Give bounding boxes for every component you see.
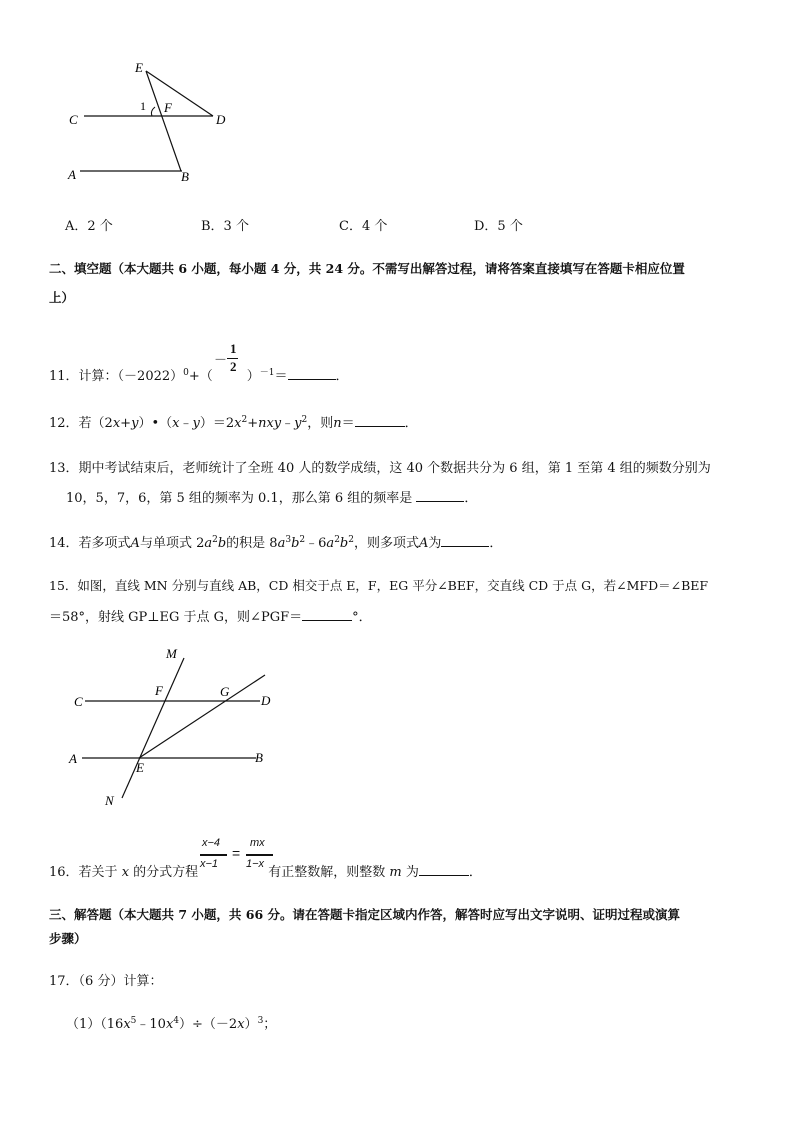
- q12-minus2: ﹣: [281, 416, 295, 431]
- q16-x: x: [121, 865, 130, 880]
- q10-option-d: D．5 个: [474, 219, 523, 234]
- figure-2-diagram: [60, 640, 290, 810]
- q12-y3: y: [294, 416, 302, 431]
- q14-minus: ﹣6: [305, 536, 327, 551]
- label-b: B: [181, 169, 189, 184]
- q11-fraction: [214, 342, 240, 376]
- q12-y1: y: [131, 416, 139, 431]
- q17-minus: ﹣10: [136, 1017, 166, 1032]
- label-e: E: [135, 60, 143, 75]
- q11-base: （－2022）: [117, 369, 184, 384]
- section-3-heading-line1: 三、解答题（本大题共 7 小题，共 66 分。请在答题卡指定区域内作答，解答时应写出文字说明、证明过程或演算: [49, 907, 681, 922]
- question-13-line1: 13．期中考试结束后，老师统计了全班 40 人的数学成绩，这 40 个数据共分为 6 组，第 1 至第 4 组的频数分别为: [49, 461, 711, 476]
- q16-mid: 的分式方程: [133, 865, 199, 880]
- q12-mid: ）•（: [138, 416, 173, 431]
- q14-a3: a: [326, 536, 335, 551]
- q11-exp1: －1: [259, 368, 275, 378]
- q14-a1: a: [204, 536, 213, 551]
- q17-exp3: 3: [257, 1016, 264, 1026]
- q12-n: n: [258, 416, 267, 431]
- label-e: E: [136, 760, 144, 775]
- q11-exp0: 0: [183, 368, 189, 378]
- q11-equals: ＝: [274, 369, 288, 384]
- section-2-heading-line2: 上）: [49, 290, 75, 305]
- question-15-line2: [49, 606, 372, 625]
- q14-pre: 14．若多项式: [49, 536, 131, 551]
- q14-then: ，则多项式: [353, 536, 419, 551]
- line-ed: [146, 71, 213, 116]
- q11-plus: +（: [188, 369, 213, 384]
- q14-exp5: 2: [348, 535, 354, 545]
- q11-number: 11．计算：: [49, 369, 118, 384]
- q10-option-a: A．2 个: [65, 219, 113, 234]
- q16-end: ．: [468, 865, 482, 880]
- q12-exp1: 2: [241, 415, 248, 425]
- q11-answer-blank[interactable]: [288, 367, 336, 380]
- label-b: B: [255, 750, 263, 765]
- label-d: D: [261, 693, 271, 708]
- q14-exp3: 2: [299, 535, 306, 545]
- label-1: 1: [140, 99, 146, 113]
- label-d: D: [216, 112, 226, 127]
- question-14: [49, 532, 502, 551]
- question-17-part-1: [66, 1013, 276, 1032]
- q12-eq2: ＝: [341, 416, 355, 431]
- q13-end: ．: [464, 491, 478, 506]
- section-3-heading-line2: 步骤）: [49, 931, 87, 946]
- label-f: F: [164, 100, 172, 115]
- q15-end: °．: [352, 610, 372, 625]
- question-11: [49, 365, 349, 384]
- q17-x1: x: [123, 1017, 131, 1032]
- q13-answer-blank[interactable]: [416, 489, 464, 502]
- label-n: N: [105, 793, 114, 808]
- q14-prod: 的积是 8: [226, 536, 278, 551]
- q16-m: m: [389, 865, 402, 880]
- q12-y2: y: [192, 416, 200, 431]
- q12-plus2: +: [247, 416, 259, 431]
- q17-x2: x: [165, 1017, 174, 1032]
- q17-pre: （1）（16: [66, 1017, 124, 1032]
- question-17-title: 17．（6 分）计算：: [49, 974, 163, 989]
- q12-x1: x: [112, 416, 121, 431]
- section-2-heading-line1: 二、填空题（本大题共 6 小题，每小题 4 分，共 24 分。不需写出解答过程，请将答案直接填写在答题卡相应位置: [49, 261, 685, 276]
- line-mn: [122, 658, 184, 798]
- q16-right-numerator: mx: [250, 837, 265, 849]
- q11-frac-minus: －: [214, 352, 228, 367]
- q16-is: 为: [405, 865, 419, 880]
- q14-b1: b: [217, 536, 227, 551]
- q14-exp1: 2: [212, 535, 218, 545]
- question-12: [49, 412, 418, 431]
- q12-plus: +: [120, 416, 132, 431]
- q11-frac-num: 1: [230, 341, 237, 356]
- q17-close: ）: [244, 1017, 258, 1032]
- q16-left-denominator: x−1: [200, 858, 219, 870]
- q14-a-again: A: [419, 536, 429, 551]
- q10-option-c: C．4 个: [339, 219, 388, 234]
- q14-mid: 与单项式 2: [139, 536, 205, 551]
- q17-exp1: 5: [130, 1016, 137, 1026]
- q16-equation: [200, 836, 274, 876]
- q16-right-bar: [246, 854, 273, 856]
- q12-exp2: 2: [301, 415, 308, 425]
- q16-answer-blank[interactable]: [419, 863, 469, 876]
- q17-end: ；: [263, 1017, 277, 1032]
- q11-frac-den: 2: [230, 359, 237, 374]
- q15-answer-blank[interactable]: [302, 608, 352, 621]
- q14-answer-blank[interactable]: [441, 534, 489, 547]
- question-15-line1: 15．如图，直线 MN 分别与直线 AB，CD 相交于点 E，F，EG 平分∠BEF，交直线 CD 于点 G，若∠MFD＝∠BEF: [49, 578, 709, 593]
- q12-eq: ）＝2: [199, 416, 235, 431]
- q12-n2: n: [333, 416, 342, 431]
- label-c: C: [69, 112, 78, 127]
- q11-close: ）: [246, 369, 260, 384]
- line-eb: [146, 71, 181, 171]
- q11-end: ．: [335, 369, 349, 384]
- angle-1-arc: [151, 107, 155, 116]
- q17-x3: x: [237, 1017, 245, 1032]
- question-13-line2: [66, 487, 477, 506]
- q16-post: 有正整数解，则整数: [268, 865, 386, 880]
- q10-option-b: B．3 个: [201, 219, 249, 234]
- q12-end: ．: [404, 416, 418, 431]
- label-g: G: [220, 684, 230, 699]
- q12-xy: xy: [266, 416, 282, 431]
- label-a: A: [68, 167, 76, 182]
- q14-end: ．: [489, 536, 503, 551]
- q14-a2: a: [277, 536, 286, 551]
- q12-answer-blank[interactable]: [355, 414, 405, 427]
- label-f: F: [155, 683, 163, 698]
- q13-line2-text: 10，5，7，6，第 5 组的频率为 0.1，那么第 6 组的频率是: [66, 491, 413, 506]
- q17-div: ）÷（－2: [179, 1017, 238, 1032]
- q12-x3: x: [234, 416, 242, 431]
- q17-exp2: 4: [173, 1016, 180, 1026]
- label-c: C: [74, 694, 83, 709]
- q12-pre: 12．若（2: [49, 416, 113, 431]
- q12-minus: ﹣: [179, 416, 193, 431]
- q14-b3: b: [339, 536, 349, 551]
- q16-equals: =: [232, 845, 241, 861]
- q14-exp4: 2: [334, 535, 340, 545]
- q16-right-denominator: 1−x: [246, 858, 265, 870]
- figure-1-diagram: [60, 55, 240, 190]
- q14-a: A: [130, 536, 140, 551]
- q14-exp2: 3: [285, 535, 292, 545]
- label-m: M: [166, 646, 177, 661]
- q16-left-bar: [200, 854, 227, 856]
- q14-is: 为: [428, 536, 442, 551]
- q16-left-numerator: x−4: [202, 837, 221, 849]
- q15-line2-text: ＝58°，射线 GP⊥EG 于点 G，则∠PGF＝: [49, 610, 303, 625]
- q12-x2: x: [172, 416, 180, 431]
- q14-b2: b: [291, 536, 300, 551]
- label-a: A: [69, 751, 77, 766]
- q12-then: ，则: [307, 416, 334, 431]
- q16-pre: 16．若关于: [49, 865, 118, 880]
